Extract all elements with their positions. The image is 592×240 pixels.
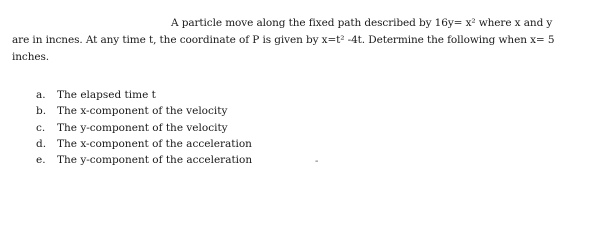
item-text: The x-component of the velocity <box>57 105 228 118</box>
item-letter: a. <box>36 89 46 101</box>
paragraph-line-2: are in incnes. At any time t, the coordinate of P is given by x=t² -4t. Determine the following when x= 5 <box>12 34 555 46</box>
question-item-e <box>36 152 252 168</box>
question-item-b <box>36 103 252 119</box>
paragraph-line-3: inches. <box>12 51 50 63</box>
item-text: The elapsed time t <box>57 89 156 101</box>
item-letter: e. <box>36 154 46 167</box>
problem-paragraph <box>12 15 584 66</box>
stray-mark: - <box>315 156 319 167</box>
item-text: The y-component of the acceleration <box>57 154 253 167</box>
item-letter: b. <box>36 105 47 118</box>
question-item-c <box>36 120 252 136</box>
question-item-a <box>36 87 252 103</box>
question-list <box>36 87 252 168</box>
item-letter: c. <box>36 121 46 134</box>
item-letter: d. <box>36 137 47 150</box>
paragraph-line-1: A particle move along the fixed path described by 16y= x² where x and y <box>171 17 553 29</box>
item-text: The x-component of the acceleration <box>57 137 252 150</box>
item-text: The y-component of the velocity <box>57 121 228 134</box>
question-item-d <box>36 136 252 152</box>
